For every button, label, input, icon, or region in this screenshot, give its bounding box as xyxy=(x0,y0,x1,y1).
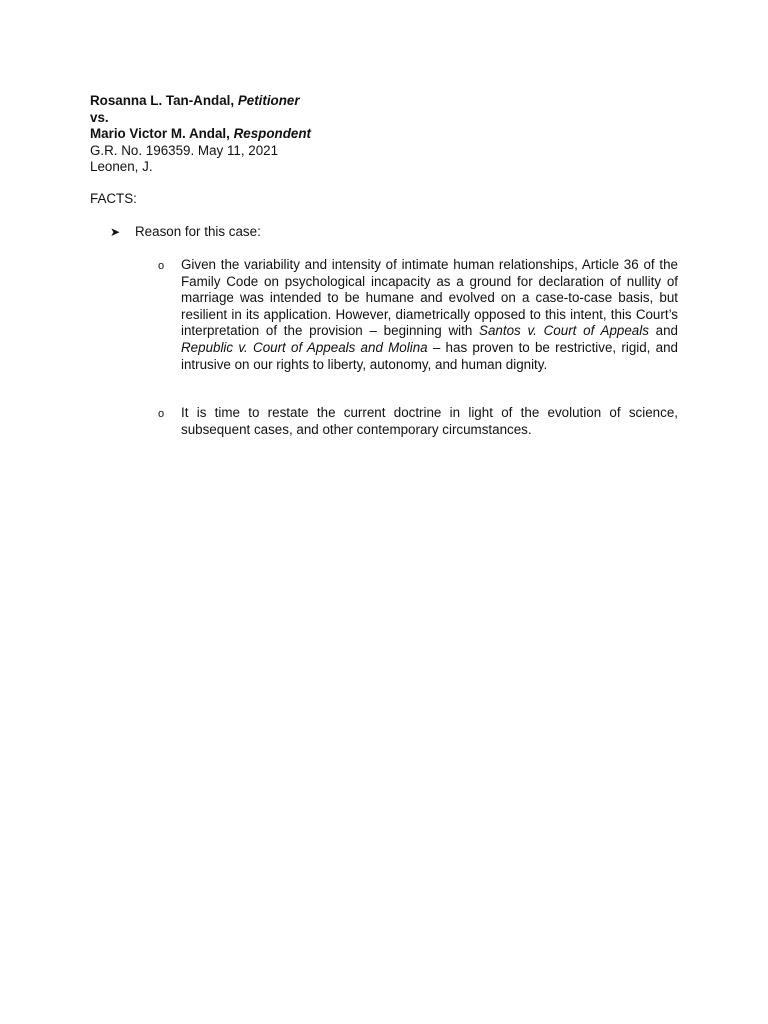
paragraph-1 xyxy=(181,257,678,373)
paragraph-1-part-3: – has proven to be restrictive, rigid, and intrusive on our rights to liberty, autonomy, and human dignity. xyxy=(181,339,678,372)
paragraph-2: It is time to restate the current doctrine in light of the evolution of science, subsequent cases, and other contemporary circumstances. xyxy=(181,405,678,437)
versus-line: vs. xyxy=(90,109,109,125)
arrow-bullet-icon: ➤ xyxy=(110,225,121,239)
facts-heading: FACTS: xyxy=(90,191,137,206)
sub-bullet-item-2 xyxy=(158,405,678,438)
paragraph-1-part-1: Given the variability and intensity of intimate human relationships, Article 36 of the Family Code on psychological incapacity as a ground for declaration of nullity of marriage was intended to be humane and evolved on a case-to-case basis, but resilient in its application. However, diametrically opposed to this intent, this Court’s interpretation of the provision – beginning with xyxy=(181,257,678,339)
case-header xyxy=(90,93,311,176)
respondent-name: Mario Victor M. Andal, xyxy=(90,126,234,142)
ponente: Leonen, J. xyxy=(90,159,153,175)
petitioner-name: Rosanna L. Tan-Andal, xyxy=(90,93,238,108)
case-citation-molina: Republic v. Court of Appeals and Molina xyxy=(181,339,428,355)
petitioner-role: Petitioner xyxy=(237,93,300,108)
case-number: G.R. No. 196359. May 11, 2021 xyxy=(90,142,279,158)
respondent-line xyxy=(90,126,311,143)
respondent-role: Respondent xyxy=(233,126,311,142)
circle-bullet-icon: o xyxy=(158,408,165,420)
sub-bullet-item-1 xyxy=(158,257,678,373)
reason-bullet-item xyxy=(110,224,261,241)
petitioner-line xyxy=(90,93,311,110)
circle-bullet-icon: o xyxy=(158,260,165,272)
reason-label: Reason for this case: xyxy=(135,224,261,239)
case-citation-santos: Santos v. Court of Appeals xyxy=(479,323,649,339)
paragraph-1-part-2: and xyxy=(648,323,679,339)
